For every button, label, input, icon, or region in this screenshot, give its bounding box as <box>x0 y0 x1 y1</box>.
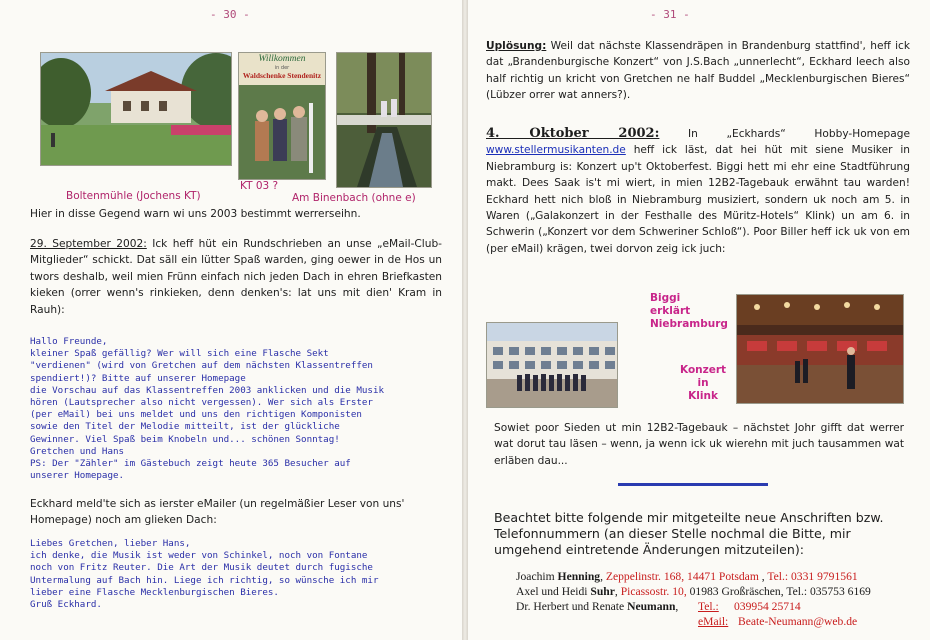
address-henning-sep: , <box>600 570 606 583</box>
photo-niebramburg-image <box>487 323 617 407</box>
email-rundschreiben: Hallo Freunde, kleiner Spaß gefällig? Wer will sich eine Flasche Sekt "verdienen" (wird von Gretchen auf dem nächsten Klassentreffen spendiert!)? Bitte auf unserer Homepage die Vorschau auf das Klassentreffen 2003 anklicken und die Musik hören (Lautsprecher also nicht vergessen). Wer sich als Erster (per eMail) bei uns meldet und uns den richtigen Komponisten sowie den Titel der Melodie mitteilt, ist der glückliche Gewinner. Viel Spaß beim Knobeln und... schönen Sonntag! Gretchen und Hans PS: Der "Zähler" im Gästebuch zeigt heute 365 Besucher auf unserer Homepage. <box>30 336 385 482</box>
sign-willkommen: Willkommen <box>258 54 306 64</box>
address-neumann-email[interactable]: Beate-Neumann@web.de <box>738 614 858 628</box>
address-notice: Beachtet bitte folgende mir mitgeteilte neue Anschriften bzw. Telefonnummern (an dieser Stelle nochmal die Bitte, mir umgehend eintretende Änderungen mitzuteilen): <box>494 510 884 557</box>
photo-konzert-klink-image <box>737 295 903 403</box>
eckhard-reply-intro: Eckhard meld'te sich as ierster eMailer (un regelmäßier Leser von uns' Homepage) noch am glieken Dach: <box>30 498 405 527</box>
address-henning-surname: Henning <box>557 570 601 583</box>
page-right <box>468 0 930 640</box>
address-list <box>516 570 916 630</box>
email-eckhard: Liebes Gretchen, lieber Hans, ich denke, die Musik ist weder von Schinkel, noch von Fontane noch von Fritz Reuter. Die Art der Musik deutet durch fugische Untermalung auf Bach hin. Liege ich richtig, so wünsche ich mir lieber eine Flasche Mecklenburgischen Bieres. Gruß Eckhard. <box>30 538 379 611</box>
section-4-oktober-text: heff ick läst, dat hei hüt mit siene Musiker in Niebramburg is: Konzert up't Oktoberfest. Biggi hett mi ehr eine Stadtführung makt. Dees Saak is't mi wiert, in mien 12B2-Tagebauk erwähnt tau warden! Eckhard hett nich bloß in Niebramburg musiziert, sondern uk noch am 5. in Waren („Galakonzert in der Festhalle des Müritz-Hotels“ Klink) un am 6. in Schwerin („Konzert vor dem Schweriner Schloß“). Poor Biller heff ick uk von em (per eMail) krägen, twei dorvon zeig ick juch: <box>486 144 910 255</box>
address-henning-tail: , <box>758 570 768 583</box>
caption-kt03: KT 03 ? <box>240 180 279 192</box>
solution-text: Weil dat nächste Klassendräpen in Brandenburg stattfind', heff ick dat „Brandenburgische Konzert“ von J.S.Bach „unnerlecht“, Eckhard leech also half richtig un kricht von Gretchen ne half Buddel „Mecklenburgischen Bieres“ (Lübzer orrer wat anners?). <box>486 40 910 102</box>
solution-label: Uplösung: <box>486 40 547 52</box>
solution-paragraph <box>486 38 910 104</box>
address-neumann-surname: Neumann <box>627 599 676 613</box>
address-henning-tel: Tel.: 0331 9791561 <box>767 570 858 583</box>
photo-binenbach-image <box>337 53 431 187</box>
sign-waldschenke: Waldschenke Stendenitz <box>242 71 322 80</box>
caption-konzert-klink: Konzert in Klink <box>680 364 727 402</box>
address-suhr-first: Axel und Heidi <box>516 584 591 598</box>
section-29-september-text: Ick heff hüt ein Rundschrieben an unse „eMail-Club-Mitglieder“ schickt. Dat säll ein lütter Spaß warden, ging oewer in de Hos un twors deshalb, weil mien Frünn einfach nich jeden Dach in ehren Briefkasten kieken (orrer wenn's rinkieken, denn denken's: lat uns mit dien' Kram in Rauh): <box>30 238 442 316</box>
address-suhr <box>516 585 916 600</box>
caption-boltenmuehle: Boltenmühle (Jochens KT) <box>66 190 201 202</box>
divider-line <box>618 483 768 486</box>
date-29-september: 29. September 2002: <box>30 238 147 250</box>
intro-text: Hier in disse Gegend warn wi uns 2003 bestimmt werrerseihn. <box>30 208 361 220</box>
photo-binenbach <box>336 52 432 188</box>
photo-niebramburg <box>486 322 618 408</box>
photo-konzert-klink <box>736 294 904 404</box>
address-neumann-email-label: eMail: <box>698 614 729 628</box>
address-neumann-tel-label: Tel.: <box>698 599 719 613</box>
address-neumann <box>516 600 916 630</box>
address-neumann-first: Dr. Herbert und Renate <box>516 599 628 613</box>
section-4-oktober <box>486 126 910 257</box>
address-henning-street: Zeppelinstr. 168, 14471 Potsdam <box>605 570 759 583</box>
page-number-left: - 30 - <box>210 8 250 21</box>
caption-biggi: Biggi erklärt Niebramburg <box>650 292 728 330</box>
sign-in-der: in der <box>274 65 290 71</box>
address-neumann-sep: , <box>675 599 679 613</box>
address-suhr-surname: Suhr <box>590 584 615 598</box>
website-link[interactable]: www.stellermusikanten.de <box>486 144 626 157</box>
address-suhr-tail: 01983 Großräschen, Tel.: 035753 6169 <box>686 584 871 598</box>
section-4-oktober-pre: In „Eckhards“ Hobby-Homepage <box>659 128 910 140</box>
page-left <box>0 0 462 640</box>
caption-binenbach: Am Binenbach (ohne e) <box>292 192 416 204</box>
address-henning <box>516 570 916 585</box>
section-29-september <box>30 236 442 318</box>
photo-waldschenke <box>238 52 326 180</box>
page-number-right: - 31 - <box>650 8 690 21</box>
address-suhr-street: Picassostr. 10, <box>620 584 687 598</box>
address-neumann-tel: 039954 25714 <box>734 599 801 613</box>
closing-paragraph: Sowiet poor Sieden ut min 12B2-Tagebauk – nächstet Johr gifft dat werrer wat dorut tau läsen – wenn, ja wenn ick uk wierehn mit juch tausammen wat erläben dau... <box>494 422 904 467</box>
address-suhr-sep: , <box>614 584 621 598</box>
date-4-oktober: 4. Oktober 2002: <box>486 126 660 141</box>
address-henning-first: Joachim <box>516 570 558 583</box>
photo-boltenmuehle-image <box>41 53 231 165</box>
photo-boltenmuehle <box>40 52 232 166</box>
